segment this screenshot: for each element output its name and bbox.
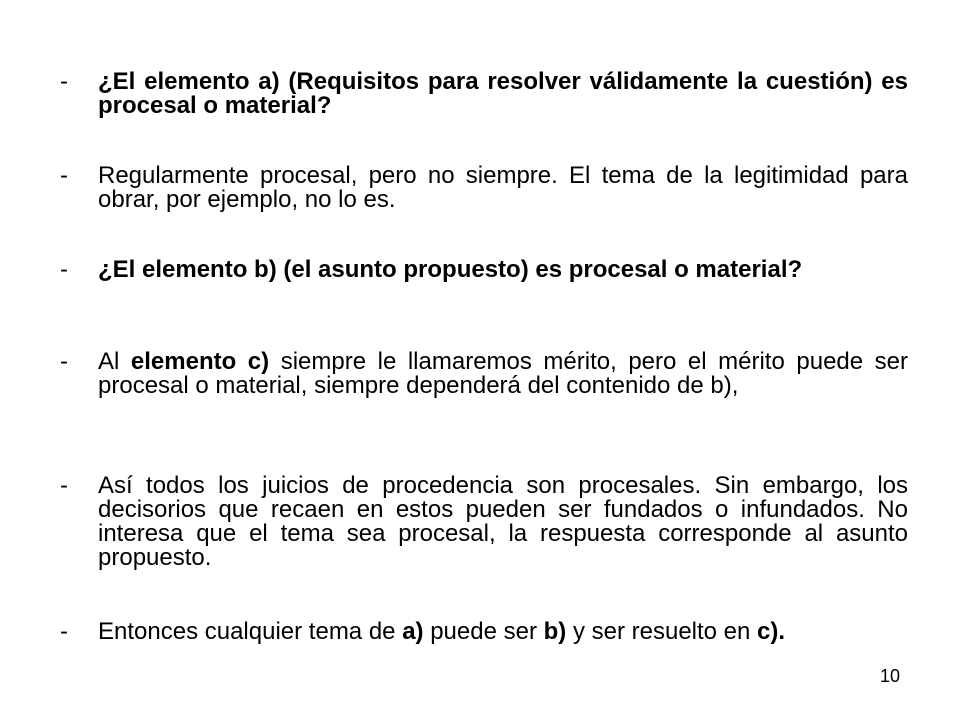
item-text: Regularmente procesal, pero no siempre. El tema de la legitimidad para obrar, por ejemplo, no lo es. (98, 162, 908, 213)
item-text-part: siempre le llamaremos mérito, pero el mérito puede ser procesal o material, siempre dependerá del contenido de b), (98, 348, 908, 399)
item-text: Así todos los juicios de procedencia son procesales. Sin embargo, los decisorios que recaen en estos pueden ser fundados o infundados. No interesa que el tema sea procesal, la respuesta corresponde al asunto propuesto. (98, 472, 908, 571)
item-text-bold: a) (402, 618, 424, 645)
list-item (60, 164, 908, 212)
bullet-dash: - (60, 256, 68, 283)
bullet-dash: - (60, 68, 68, 95)
item-text-part: Entonces cualquier tema de (98, 618, 403, 645)
item-text-bold: c). (757, 618, 786, 645)
list-item (60, 620, 908, 644)
item-text (98, 620, 908, 644)
bullet-dash: - (60, 162, 68, 189)
list-item (60, 474, 908, 570)
item-text: ¿El elemento b) (el asunto propuesto) es procesal o material? (98, 256, 803, 283)
item-text-part: y ser resuelto en (566, 618, 758, 645)
item-text-bold: elemento c) (130, 348, 270, 375)
item-text: ¿El elemento a) (Requisitos para resolver válidamente la cuestión) es procesal o material? (98, 68, 908, 119)
item-text-bold: b) (543, 618, 567, 645)
item-text-part: puede ser (423, 618, 544, 645)
bullet-dash: - (60, 618, 68, 645)
bullet-dash: - (60, 348, 68, 375)
list-item (60, 70, 908, 118)
item-text-part: Al (98, 348, 131, 375)
list-item (60, 258, 908, 282)
slide-content (60, 0, 908, 720)
bullet-dash: - (60, 472, 68, 499)
page-number: 10 (879, 666, 900, 686)
item-text (98, 350, 908, 398)
list-item (60, 350, 908, 398)
